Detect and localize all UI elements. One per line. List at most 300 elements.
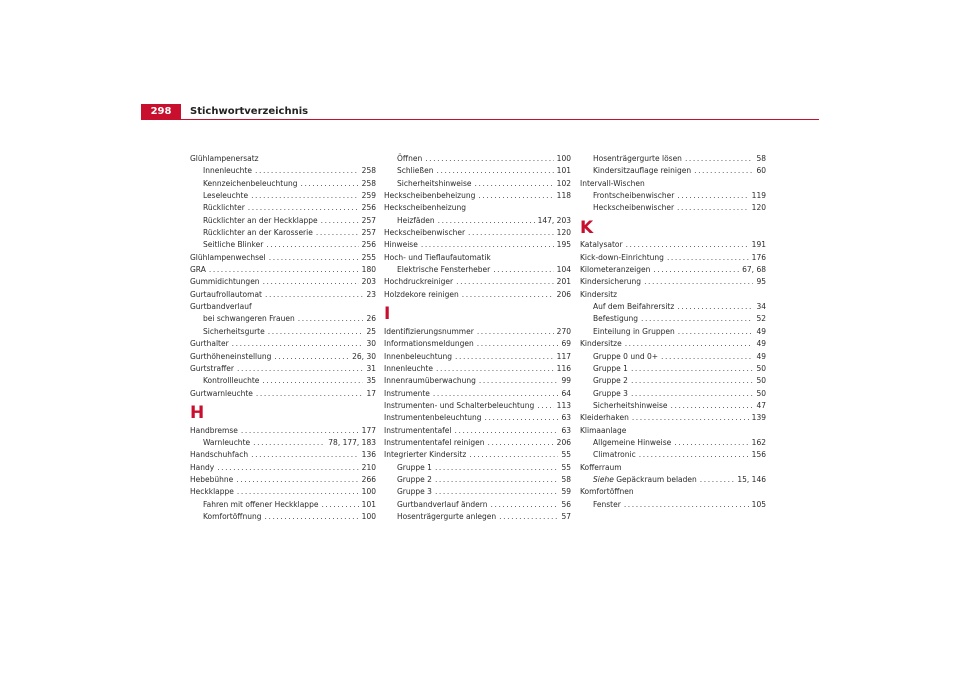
index-entry: [580, 412, 766, 424]
dot-leader: [653, 264, 739, 276]
index-entry: [384, 449, 571, 461]
entry-page: 25: [366, 326, 376, 336]
entry-page: 102: [556, 178, 571, 188]
dot-leader: [251, 190, 359, 202]
entry-page: 69: [561, 339, 571, 349]
entry-page: 99: [561, 376, 571, 386]
index-entry: [580, 276, 766, 288]
entry-term: Gruppe 2: [593, 376, 628, 386]
entry-page: 139: [751, 413, 766, 423]
index-entry: [384, 289, 571, 301]
dot-leader: [269, 252, 359, 264]
dot-leader: [438, 215, 535, 227]
index-heading: Intervall-Wischen: [580, 178, 645, 188]
index-entry: [190, 276, 376, 288]
entry-page: 100: [361, 511, 376, 521]
entry-term: Kilometeranzeigen: [580, 265, 651, 275]
entry-term: Handy: [190, 462, 215, 472]
index-column-2: [384, 153, 571, 523]
dot-leader: [644, 276, 753, 288]
dot-leader: [639, 449, 749, 461]
index-entry: [384, 338, 571, 350]
entry-term: Climatronic: [593, 450, 636, 460]
entry-page: 258: [361, 178, 376, 188]
dot-leader: [435, 474, 559, 486]
entry-term: Handschuhfach: [190, 450, 249, 460]
entry-page: 23: [366, 289, 376, 299]
index-entry: [580, 239, 766, 251]
entry-term: Heckscheibenwischer: [384, 228, 466, 238]
index-entry: [190, 264, 376, 276]
entry-page: 95: [756, 277, 766, 287]
index-subentry: [190, 227, 376, 239]
index-letter-heading: K: [580, 217, 594, 238]
dot-leader: [661, 351, 753, 363]
dot-leader: [263, 276, 359, 288]
entry-page: 55: [561, 450, 571, 460]
index-subentry: [580, 474, 766, 486]
entry-term: Allgemeine Hinweise: [593, 437, 672, 447]
dot-leader: [700, 474, 735, 486]
entry-page: 17: [366, 388, 376, 398]
index-entry: [190, 351, 376, 363]
entry-page: 259: [361, 191, 376, 201]
dot-leader: [266, 239, 358, 251]
index-heading: Kindersitz: [580, 289, 618, 299]
entry-term: Glühlampenwechsel: [190, 252, 266, 262]
entry-term: Integrierter Kindersitz: [384, 450, 467, 460]
entry-page: 50: [756, 363, 766, 373]
entry-term: Heizfäden: [397, 215, 435, 225]
entry-page: 147, 203: [537, 215, 571, 225]
entry-page: 50: [756, 376, 766, 386]
dot-leader: [300, 178, 358, 190]
dot-leader: [479, 375, 559, 387]
entry-page: 31: [366, 363, 376, 373]
entry-page: 113: [556, 400, 571, 410]
entry-page: 63: [561, 413, 571, 423]
index-subentry: [384, 178, 571, 190]
dot-leader: [677, 202, 749, 214]
entry-page: 101: [556, 166, 571, 176]
entry-page: 255: [361, 252, 376, 262]
dot-leader: [455, 351, 554, 363]
index-heading: Kofferraum: [580, 462, 622, 472]
index-entry: [580, 338, 766, 350]
entry-term-text: Gepäckraum beladen: [616, 474, 697, 484]
index-subentry: [190, 375, 376, 387]
entry-term: Kindersitze: [580, 339, 622, 349]
index-entry: [190, 289, 376, 301]
index-letter-heading: I: [384, 304, 391, 325]
index-subentry: [384, 511, 571, 523]
dot-leader: [248, 202, 359, 214]
entry-term: Instrumentenbeleuchtung: [384, 413, 482, 423]
entry-page: 180: [361, 265, 376, 275]
entry-term: Leseleuchte: [203, 191, 249, 201]
entry-page: 57: [561, 511, 571, 521]
index-subentry: [384, 215, 571, 227]
dot-leader: [435, 462, 559, 474]
entry-term: Sicherheitshinweise: [397, 178, 472, 188]
entry-page: 116: [556, 363, 571, 373]
index-entry: [384, 276, 571, 288]
index-entry: [384, 388, 571, 400]
entry-page: 162: [751, 437, 766, 447]
dot-leader: [421, 239, 554, 251]
entry-page: 201: [556, 277, 571, 287]
entry-page: 117: [556, 351, 571, 361]
entry-term: Sicherheitsgurte: [203, 326, 265, 336]
index-entry: [384, 437, 571, 449]
entry-page: 78, 177, 183: [328, 437, 376, 447]
entry-term: Gurthöheneinstellung: [190, 351, 272, 361]
index-entry: [190, 388, 376, 400]
index-subentry: [580, 449, 766, 461]
index-entry: [190, 486, 376, 498]
entry-term: Innenraumüberwachung: [384, 376, 476, 386]
entry-term: Fahren mit offener Heckklappe: [203, 499, 319, 509]
entry-page: 210: [361, 462, 376, 472]
dot-leader: [435, 486, 559, 498]
entry-page: 30: [366, 339, 376, 349]
index-subentry: [580, 190, 766, 202]
entry-term: Seitliche Blinker: [203, 240, 264, 250]
entry-page: 15, 146: [737, 474, 766, 484]
index-heading: Klimaanlage: [580, 425, 627, 435]
index-entry: [384, 412, 571, 424]
entry-term: Schließen: [397, 166, 434, 176]
index-entry: [190, 363, 376, 375]
entry-page: 256: [361, 240, 376, 250]
dot-leader: [237, 486, 359, 498]
entry-term: Instrumente: [384, 388, 430, 398]
dot-leader: [641, 313, 753, 325]
dot-leader: [256, 388, 364, 400]
index-entry: [384, 351, 571, 363]
index-subentry: [580, 313, 766, 325]
dot-leader: [253, 437, 325, 449]
dot-leader: [477, 338, 559, 350]
index-subentry: [190, 511, 376, 523]
entry-page: 26, 30: [352, 351, 376, 361]
entry-page: 67, 68: [742, 265, 766, 275]
entry-page: 120: [556, 228, 571, 238]
dot-leader: [462, 289, 554, 301]
entry-page: 26: [366, 314, 376, 324]
entry-page: 203: [361, 277, 376, 287]
index-heading: Heckscheibenheizung: [384, 203, 466, 213]
index-entry: [190, 252, 376, 264]
dot-leader: [265, 289, 363, 301]
entry-page: 118: [556, 191, 571, 201]
entry-term: Warnleuchte: [203, 437, 251, 447]
dot-leader: [631, 363, 754, 375]
index-subentry: [190, 178, 376, 190]
entry-term: Hinweise: [384, 240, 418, 250]
index-subentry: [384, 264, 571, 276]
dot-leader: [251, 449, 359, 461]
index-subentry: [580, 375, 766, 387]
index-subentry: [580, 326, 766, 338]
entry-page: 257: [361, 228, 376, 238]
entry-term: Gruppe 1: [593, 363, 628, 373]
dot-leader: [241, 425, 359, 437]
index-subentry: [190, 313, 376, 325]
entry-page: 101: [361, 499, 376, 509]
entry-page: 34: [756, 302, 766, 312]
entry-page: 206: [556, 437, 571, 447]
index-subentry: [580, 437, 766, 449]
index-subentry: [384, 486, 571, 498]
entry-page: 270: [556, 326, 571, 336]
see-reference: Siehe: [593, 474, 614, 484]
dot-leader: [217, 462, 358, 474]
entry-term: Kennzeichenbeleuchtung: [203, 178, 298, 188]
dot-leader: [456, 276, 554, 288]
entry-page: 55: [561, 462, 571, 472]
entry-term: Gruppe 2: [397, 474, 432, 484]
index-entry: [384, 363, 571, 375]
index-column-1: [190, 153, 376, 523]
dot-leader: [667, 252, 749, 264]
dot-leader: [678, 326, 754, 338]
dot-leader: [255, 165, 359, 177]
index-subentry: [190, 215, 376, 227]
entry-page: 206: [556, 289, 571, 299]
entry-page: 56: [561, 499, 571, 509]
entry-term: [593, 474, 697, 486]
entry-page: 120: [751, 203, 766, 213]
entry-term: Heckklappe: [190, 487, 234, 497]
entry-term: Informationsmeldungen: [384, 339, 474, 349]
entry-term: Instrumenten- und Schalterbeleuchtung: [384, 400, 535, 410]
entry-page: 104: [556, 265, 571, 275]
entry-term: Heckscheibenwischer: [593, 203, 675, 213]
entry-page: 47: [756, 400, 766, 410]
entry-page: 63: [561, 425, 571, 435]
entry-term: Gurtbandverlauf ändern: [397, 499, 488, 509]
entry-page: 49: [756, 326, 766, 336]
chapter-title: Stichwortverzeichnis: [190, 106, 309, 117]
entry-term: Identifizierungsnummer: [384, 326, 474, 336]
index-subentry: [580, 153, 766, 165]
index-subentry: [580, 499, 766, 511]
entry-page: 258: [361, 166, 376, 176]
dot-leader: [631, 375, 754, 387]
entry-page: 177: [361, 425, 376, 435]
dot-leader: [209, 264, 359, 276]
entry-term: Kleiderhaken: [580, 413, 629, 423]
entry-term: Hosenträgergurte lösen: [593, 154, 682, 163]
dot-leader: [677, 301, 753, 313]
dot-leader: [499, 511, 558, 523]
entry-page: 195: [556, 240, 571, 250]
index-subentry: [384, 474, 571, 486]
dot-leader: [674, 437, 748, 449]
index-entry: [384, 326, 571, 338]
entry-page: 257: [361, 215, 376, 225]
index-entry: [384, 375, 571, 387]
index-entry: [190, 449, 376, 461]
dot-leader: [631, 388, 754, 400]
entry-page: 35: [366, 376, 376, 386]
index-subentry: [384, 165, 571, 177]
dot-leader: [264, 511, 358, 523]
entry-page: 64: [561, 388, 571, 398]
entry-page: 100: [361, 487, 376, 497]
entry-term: Gruppe 0 und 0+: [593, 351, 659, 361]
entry-term: Gruppe 1: [397, 462, 432, 472]
dot-leader: [436, 363, 554, 375]
entry-page: 50: [756, 388, 766, 398]
index-heading: Gurtbandverlauf: [190, 302, 252, 312]
index-subentry: [384, 499, 571, 511]
entry-term: Gurthalter: [190, 339, 229, 349]
entry-page: 136: [361, 450, 376, 460]
entry-term: Gurtaufrollautomat: [190, 289, 262, 299]
entry-term: Innenbeleuchtung: [384, 351, 452, 361]
dot-leader: [537, 400, 553, 412]
entry-page: 59: [561, 487, 571, 497]
index-heading: Hoch- und Tieflaufautomatik: [384, 252, 491, 262]
entry-term: bei schwangeren Frauen: [203, 314, 295, 324]
dot-leader: [626, 239, 749, 251]
dot-leader: [433, 388, 559, 400]
index-entry: [384, 227, 571, 239]
entry-term: Gurtwarnleuchte: [190, 388, 253, 398]
dot-leader: [232, 338, 364, 350]
entry-term: Innenleuchte: [384, 363, 433, 373]
entry-page: 119: [751, 191, 766, 201]
index-entry: [384, 190, 571, 202]
entry-page: 58: [561, 474, 571, 484]
entry-term: Heckscheibenbeheizung: [384, 191, 476, 201]
index-subentry: [384, 153, 571, 165]
entry-term: Instrumententafel reinigen: [384, 437, 485, 447]
entry-page: 266: [361, 474, 376, 484]
dot-leader: [237, 363, 363, 375]
dot-leader: [268, 326, 364, 338]
dot-leader: [262, 375, 363, 387]
entry-term: Öffnen: [397, 154, 423, 163]
entry-term: Sicherheitshinweise: [593, 400, 668, 410]
index-subentry: [580, 363, 766, 375]
dot-leader: [236, 474, 358, 486]
entry-term: Kindersitzauflage reinigen: [593, 166, 692, 176]
dot-leader: [485, 412, 559, 424]
entry-term: Gummidichtungen: [190, 277, 260, 287]
index-entry: [384, 400, 571, 412]
index-entry: [190, 462, 376, 474]
index-subentry: [384, 462, 571, 474]
entry-term: Gurtstraffer: [190, 363, 234, 373]
entry-term: Instrumententafel: [384, 425, 452, 435]
entry-term: Innenleuchte: [203, 166, 252, 176]
entry-term: Katalysator: [580, 240, 623, 250]
dot-leader: [624, 499, 749, 511]
dot-leader: [274, 351, 349, 363]
entry-page: 256: [361, 203, 376, 213]
entry-term: Handbremse: [190, 425, 238, 435]
page-number-badge: [141, 104, 181, 119]
index-subentry: [580, 400, 766, 412]
entry-term: Befestigung: [593, 314, 638, 324]
page-number: 298: [150, 106, 172, 117]
index-subentry: [190, 165, 376, 177]
dot-leader: [321, 499, 358, 511]
entry-page: 176: [751, 252, 766, 262]
dot-leader: [694, 165, 753, 177]
index-subentry: [190, 202, 376, 214]
dot-leader: [493, 264, 553, 276]
entry-term: Gruppe 3: [593, 388, 628, 398]
dot-leader: [437, 165, 554, 177]
dot-leader: [677, 190, 748, 202]
dot-leader: [685, 153, 754, 165]
index-subentry: [580, 165, 766, 177]
index-subentry: [190, 190, 376, 202]
entry-term: Kick-down-Einrichtung: [580, 252, 664, 262]
index-entry: [384, 425, 571, 437]
entry-term: GRA: [190, 265, 206, 275]
dot-leader: [487, 437, 553, 449]
entry-term: Rücklichter an der Heckklappe: [203, 215, 318, 225]
index-entry: [190, 338, 376, 350]
entry-term: Holzdekore reinigen: [384, 289, 459, 299]
entry-page: 105: [751, 499, 766, 509]
dot-leader: [477, 326, 554, 338]
index-heading: Komfortöffnen: [580, 487, 634, 497]
dot-leader: [475, 178, 554, 190]
entry-term: Kontrollleuchte: [203, 376, 260, 386]
entry-term: Auf dem Beifahrersitz: [593, 302, 675, 312]
index-column-3: [580, 153, 766, 511]
entry-term: Fenster: [593, 499, 621, 509]
entry-page: 49: [756, 351, 766, 361]
entry-page: 100: [556, 154, 571, 163]
entry-page: 60: [756, 166, 766, 176]
entry-page: 191: [751, 240, 766, 250]
entry-term: Hosenträgergurte anlegen: [397, 511, 497, 521]
entry-term: Hebebühne: [190, 474, 234, 484]
index-subentry: [580, 301, 766, 313]
entry-term: Gruppe 3: [397, 487, 432, 497]
index-letter-heading: H: [190, 402, 205, 423]
index-subentry: [580, 351, 766, 363]
dot-leader: [321, 215, 359, 227]
entry-term: Rücklichter an der Karosserie: [203, 228, 313, 238]
index-subentry: [580, 202, 766, 214]
entry-term: Einteilung in Gruppen: [593, 326, 675, 336]
dot-leader: [425, 153, 553, 165]
index-subentry: [190, 499, 376, 511]
entry-term: Hochdruckreiniger: [384, 277, 454, 287]
dot-leader: [490, 499, 558, 511]
dot-leader: [468, 227, 554, 239]
entry-term: Frontscheibenwischer: [593, 191, 675, 201]
dot-leader: [671, 400, 754, 412]
index-entry: [384, 239, 571, 251]
dot-leader: [455, 425, 559, 437]
entry-term: Elektrische Fensterheber: [397, 265, 491, 275]
index-entry: [190, 425, 376, 437]
header-rule: [141, 119, 819, 120]
dot-leader: [625, 338, 754, 350]
dot-leader: [298, 313, 364, 325]
dot-leader: [316, 227, 359, 239]
entry-term: Rücklichter: [203, 203, 245, 213]
